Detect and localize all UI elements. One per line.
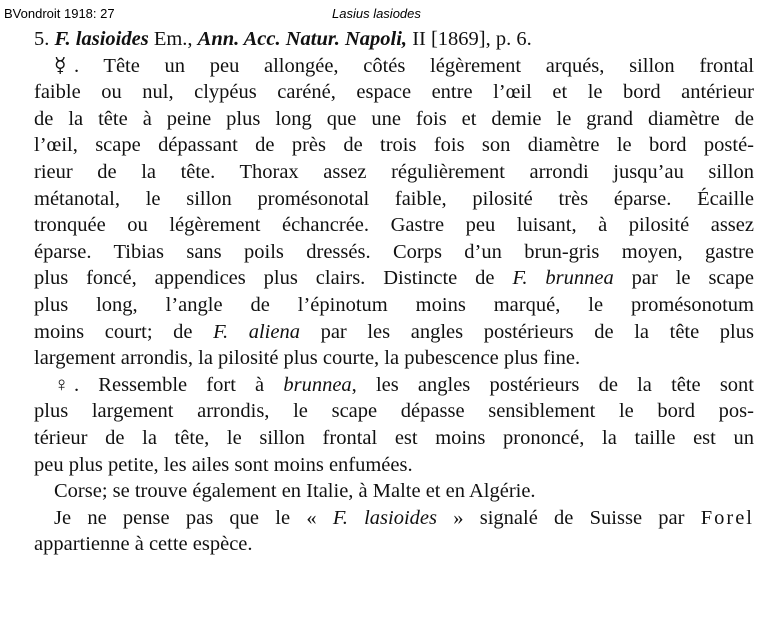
worker-line: éparse. Tibias sans poils dressés. Corps d’un brun-gris moyen, gastre (34, 240, 754, 263)
worker-line: faible ou nul, clypéus caréné, espace entre l’œil et le bord antérieur (34, 81, 754, 104)
taxon-number: 5. (34, 28, 50, 50)
female-line (34, 372, 754, 399)
taxon-author: Em., (153, 28, 193, 50)
species-ref-lasioides: F. lasioides (332, 506, 437, 529)
page-header (0, 6, 773, 24)
worker-line: l’œil, scape dépassant de près de trois fois son diamètre le bord posté- (34, 134, 754, 157)
worker-line: largement arrondis, la pilosité plus courte, la pubescence plus fine. (34, 347, 581, 370)
worker-text: . Tête un peu allongée, côtés légèrement arqués, sillon frontal (74, 54, 754, 77)
worker-line: tronquée ou légèrement échancrée. Gastre peu luisant, à pilosité assez (34, 214, 754, 237)
document-body (34, 26, 754, 558)
author-name-forel: Forel (700, 506, 755, 529)
worker-text: par les angles postérieurs de la tête plus (299, 320, 754, 343)
female-line: peu plus petite, les ailes sont moins enfumées. (34, 453, 413, 476)
worker-line: métanotal, le sillon promésonotal faible, pilosité très éparse. Écaille (34, 187, 754, 210)
taxon-species: lasioides (75, 28, 149, 50)
taxon-volume: II [1869], p. 6. (412, 28, 532, 50)
worker-line: de la tête à peine plus long que une fois et demie le grand diamètre de (34, 107, 754, 130)
taxon-journal: Ann. Acc. Natur. Napoli, (197, 28, 408, 50)
note-line: appartienne à cette espèce. (34, 533, 253, 556)
worker-symbol-icon: ☿ (54, 54, 67, 77)
species-name: Lasius lasiodes (332, 6, 421, 21)
species-ref-brunnea: brunnea (283, 373, 352, 396)
taxon-genus: F. (54, 28, 71, 50)
species-ref-brunnea: F. brunnea (512, 267, 614, 290)
worker-text: par le scape (613, 267, 754, 290)
distribution-line: Corse; se trouve également en Italie, à Malte et en Algérie. (54, 480, 536, 503)
worker-text: plus foncé, appendices plus clairs. Distincte de (34, 267, 513, 290)
species-ref-aliena: F. aliena (213, 320, 300, 343)
note-text: » signalé de Suisse par (436, 506, 701, 529)
female-text: , les angles postérieurs de la tête sont (351, 373, 755, 396)
worker-line: plus long, l’angle de l’épinotum moins marqué, le promésonotum (34, 293, 754, 316)
note-text: Je ne pense pas que le « (54, 506, 333, 529)
worker-line (34, 319, 754, 346)
worker-line (34, 53, 754, 80)
taxon-heading (34, 26, 754, 53)
female-text: . Ressemble fort à (74, 373, 284, 396)
female-symbol-icon: ♀ (54, 373, 70, 396)
note-line (34, 505, 754, 532)
female-line: plus largement arrondis, le scape dépasse sensiblement le bord pos- (34, 400, 754, 423)
citation-reference: BVondroit 1918: 27 (4, 6, 115, 21)
worker-text: moins court; de (34, 320, 214, 343)
worker-line: rieur de la tête. Thorax assez régulièrement arrondi jusqu’au sillon (34, 160, 754, 183)
female-line: térieur de la tête, le sillon frontal est moins prononcé, la taille est un (34, 426, 754, 449)
worker-line (34, 265, 754, 292)
